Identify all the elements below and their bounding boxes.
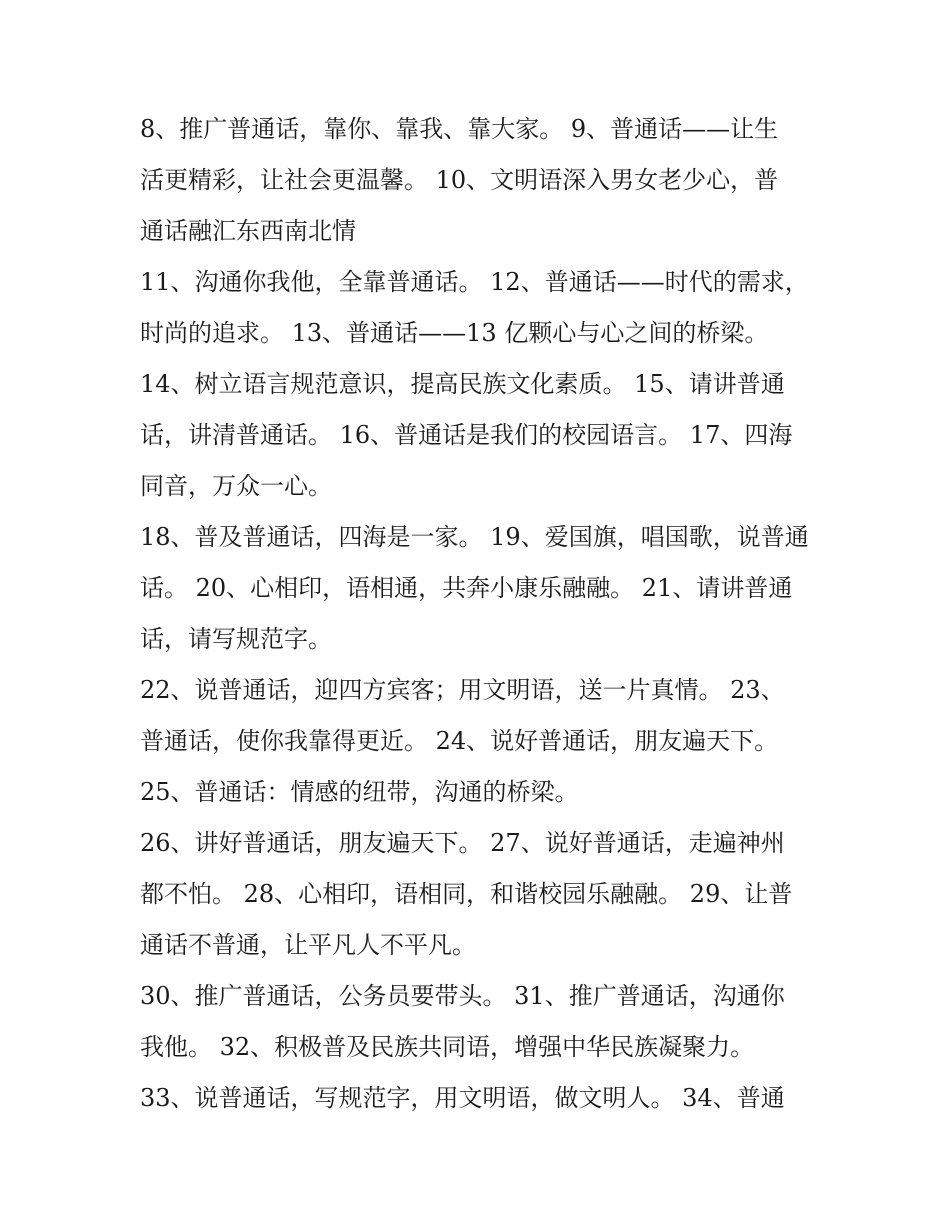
text-line: 我他。 32、积极普及民族共同语，增强中华民族凝聚力。 [140, 1033, 755, 1061]
text-line: 25、普通话：情感的纽带，沟通的桥梁。 [140, 778, 579, 806]
text-line: 30、推广普通话，公务员要带头。 31、推广普通话，沟通你 [140, 982, 785, 1010]
text-line: 通话融汇东西南北情 [140, 217, 356, 245]
text-line: 都不怕。 28、心相印，语相同，和谐校园乐融融。 29、让普 [140, 880, 793, 908]
text-line: 26、讲好普通话，朋友遍天下。 27、说好普通话，走遍神州 [140, 829, 785, 857]
text-line: 话，请写规范字。 [140, 625, 332, 653]
text-line: 22、说普通话，迎四方宾客；用文明语，送一片真情。 23、 [140, 676, 785, 704]
text-line: 活更精彩，让社会更温馨。 10、文明语深入男女老少心，普 [140, 166, 779, 194]
text-line: 33、说普通话，写规范字，用文明语，做文明人。 34、普通 [140, 1084, 785, 1112]
text-line: 时尚的追求。 13、普通话——13 亿颗心与心之间的桥梁。 [140, 319, 769, 347]
text-line: 11、沟通你我他，全靠普通话。 12、普通话——时代的需求， [140, 268, 809, 296]
text-line: 通话不普通，让平凡人不平凡。 [140, 931, 476, 959]
text-line: 8、推广普通话，靠你、靠我、靠大家。 9、普通话——让生 [140, 115, 779, 143]
text-line: 同音，万众一心。 [140, 472, 332, 500]
text-line: 话，讲清普通话。 16、普通话是我们的校园语言。 17、四海 [140, 421, 793, 449]
text-line: 话。 20、心相印，语相通，共奔小康乐融融。 21、请讲普通 [140, 574, 793, 602]
text-line: 14、树立语言规范意识，提高民族文化素质。 15、请讲普通 [140, 370, 785, 398]
slogan-list [140, 104, 820, 1124]
text-line: 18、普及普通话，四海是一家。 19、爱国旗，唱国歌，说普通 [140, 523, 809, 551]
text-line: 普通话，使你我靠得更近。 24、说好普通话，朋友遍天下。 [140, 727, 779, 755]
